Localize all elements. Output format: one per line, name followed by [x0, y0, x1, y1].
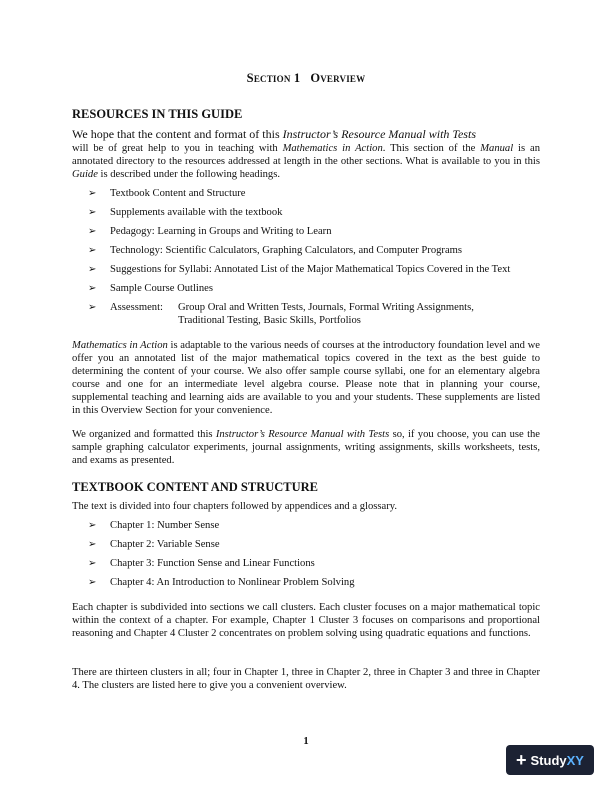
arrow-bullet-icon: ➢ [88, 520, 97, 531]
badge-text: Study [530, 752, 567, 768]
arrow-bullet-icon: ➢ [88, 207, 97, 218]
intro-text-b: will be of great help to you in teaching with [72, 143, 283, 154]
book-title-italic: Mathematics in Action [282, 143, 383, 154]
resources-paragraph-2 [72, 339, 540, 417]
resources-heading: RESOURCES IN THIS GUIDE [72, 107, 243, 121]
arrow-bullet-icon: ➢ [88, 539, 97, 550]
list-item-label: Technology: Scientific Calculators, Graphing Calculators, and Computer Programs [110, 245, 463, 256]
resources-intro-line1 [72, 127, 540, 141]
plus-icon: + [516, 750, 527, 770]
section-name: Overview [310, 71, 366, 85]
list-item [88, 557, 355, 576]
intro-text-d: is an annotated directory to the resources addressed at length in the other sections. What is available to you in this [72, 143, 540, 167]
manual-title-italic: Instructor’s Resource Manual with Tests [215, 429, 390, 440]
list-item-label: Supplements available with the textbook [110, 207, 283, 218]
intro-text-e: is described under the following headings. [97, 169, 281, 180]
list-item [88, 244, 510, 263]
arrow-bullet-icon: ➢ [88, 188, 97, 199]
textbook-paragraph-2: There are thirteen clusters in all; four in Chapter 1, three in Chapter 2, three in Chapter 3 and three in Chapter 4. The clusters are listed here to give you a convenient overview. [72, 667, 540, 691]
badge-text-accent: XY [566, 752, 584, 768]
textbook-paragraph-1: Each chapter is subdivided into sections we call clusters. Each cluster focuses on a major mathematical topic within the context of a chapter. For example, Chapter 1 Cluster 3 focuses on comparisons and proportional reasoning and Chapter 4 Cluster 2 concentrates on problem solving using quadratic equations and functions. [72, 602, 540, 639]
arrow-bullet-icon: ➢ [88, 558, 97, 569]
list-item [88, 576, 355, 595]
list-item [88, 519, 355, 538]
chapter-list [88, 519, 355, 595]
intro-text: We hope that the content and format of this [72, 127, 283, 141]
list-item-label: Sample Course Outlines [110, 283, 213, 294]
arrow-bullet-icon: ➢ [88, 283, 97, 294]
section-label: Section 1 [246, 71, 301, 85]
page-title [0, 71, 612, 86]
list-item [88, 225, 510, 244]
list-item-label: Textbook Content and Structure [110, 188, 246, 199]
paragraph-text: is adaptable to the various needs of courses at the introductory foundation level and we offer you an annotated list of the major mathematical topics covered in the text as the best guide to determining the content of your course. We also offer sample course syllabi, one for an elementary algebra course and one for an intermediate level algebra course. Please note that in planning your course, supplemental teaching and learning aids are available to you and your students. These supplements are listed in this Overview Section for your convenience. [72, 340, 540, 416]
resources-paragraph-3 [72, 428, 540, 467]
assessment-line2: Traditional Testing, Basic Skills, Portfolios [178, 315, 361, 326]
arrow-bullet-icon: ➢ [88, 302, 97, 313]
assessment-label: Assessment: [110, 302, 163, 313]
list-item-label: Suggestions for Syllabi: Annotated List of the Major Mathematical Topics Covered in the Text [110, 264, 511, 275]
paragraph-text-b: so, if you choose, you can use the sample graphing calculator experiments, journal assignments, writing assignments, skills worksheets, tests, and exams as presented. [72, 429, 541, 466]
intro-title-italic: Instructor’s Resource Manual with Tests [282, 127, 476, 141]
chapter-label: Chapter 1: Number Sense [110, 520, 220, 531]
arrow-bullet-icon: ➢ [88, 577, 97, 588]
page-number: 1 [303, 736, 309, 747]
chapter-label: Chapter 3: Function Sense and Linear Functions [110, 558, 315, 569]
chapter-label: Chapter 2: Variable Sense [110, 539, 220, 550]
guide-italic: Guide [72, 169, 98, 180]
intro-text-c: . This section of the [382, 143, 481, 154]
list-item [88, 282, 510, 301]
resources-bullet-list [88, 187, 510, 331]
list-item [88, 538, 355, 557]
arrow-bullet-icon: ➢ [88, 245, 97, 256]
arrow-bullet-icon: ➢ [88, 226, 97, 237]
textbook-intro: The text is divided into four chapters followed by appendices and a glossary. [72, 501, 397, 512]
list-item [88, 206, 510, 225]
manual-italic: Manual [480, 143, 514, 154]
textbook-heading: TEXTBOOK CONTENT AND STRUCTURE [72, 480, 319, 494]
book-title-italic: Mathematics in Action [72, 340, 168, 351]
list-item [88, 187, 510, 206]
resources-intro-paragraph [72, 142, 540, 181]
list-item-assessment [88, 301, 510, 331]
paragraph-text-a: We organized and formatted this [72, 429, 216, 440]
chapter-label: Chapter 4: An Introduction to Nonlinear Problem Solving [110, 577, 355, 588]
assessment-line1: Group Oral and Written Tests, Journals, Formal Writing Assignments, [178, 302, 474, 313]
list-item [88, 263, 510, 282]
arrow-bullet-icon: ➢ [88, 264, 97, 275]
studyxy-badge[interactable] [506, 745, 594, 775]
list-item-label: Pedagogy: Learning in Groups and Writing to Learn [110, 226, 332, 237]
